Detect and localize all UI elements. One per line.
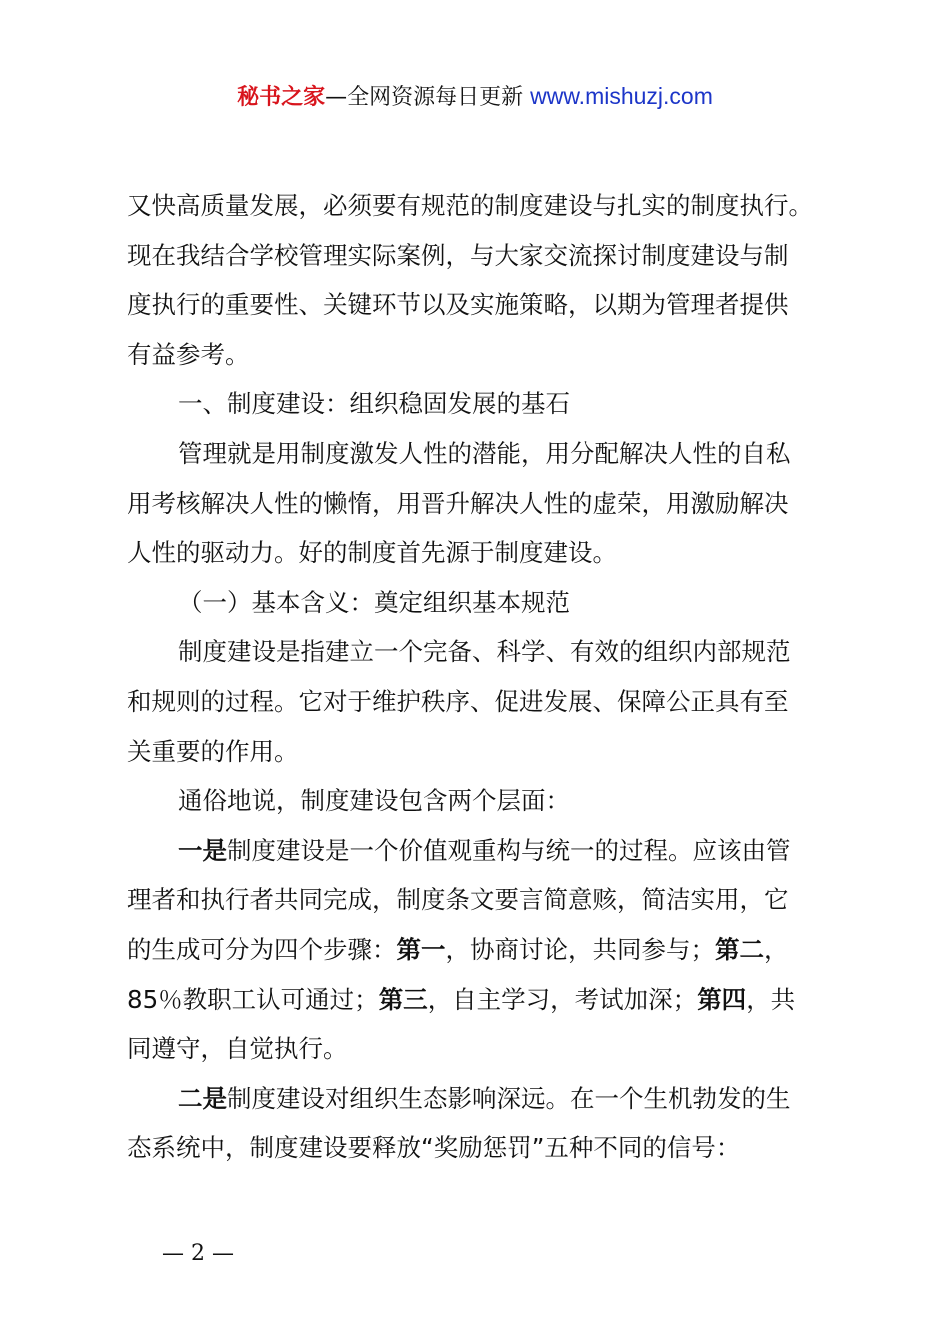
text-run: 制度建设对组织生态影响深远。在一个生机勃发的生 (227, 1083, 791, 1113)
paragraph-line: 管理就是用制度激发人性的潜能，用分配解决人性的自私 (178, 438, 791, 468)
bold-lead: 一是 (178, 835, 227, 865)
document-body (127, 181, 839, 1173)
paragraph-line: 用考核解决人性的懒惰，用晋升解决人性的虚荣，用激励解决 (127, 488, 789, 518)
paragraph-line (127, 1074, 839, 1124)
paragraph-line: 通俗地说，制度建设包含两个层面： (178, 786, 570, 816)
paragraph-line (127, 975, 839, 1025)
section-heading-1: 一、制度建设：组织稳固发展的基石 (178, 389, 570, 419)
paragraph-line: 度执行的重要性、关键环节以及实施策略，以期为管理者提供 (127, 290, 789, 320)
bold-step: 第四 (697, 984, 747, 1014)
text-run: ，自主学习，考试加深； (427, 984, 698, 1014)
bold-step: 第二 (715, 934, 764, 964)
text-run: ，共 (746, 984, 796, 1014)
paragraph-line: 和规则的过程。它对于维护秩序、促进发展、保障公正具有至 (127, 686, 789, 716)
text-run: 的生成可分为四个步骤： (127, 934, 397, 964)
paragraph-line: 态系统中，制度建设要释放“奖励惩罚”五种不同的信号： (127, 1133, 741, 1163)
subsection-heading-1: （一）基本含义：奠定组织基本规范 (178, 587, 570, 617)
bold-step: 第一 (396, 934, 446, 964)
paragraph-line: 理者和执行者共同完成，制度条文要言简意赅，简洁实用，它 (127, 885, 789, 915)
bold-step: 第三 (378, 984, 428, 1014)
paragraph-line: 人性的驱动力。好的制度首先源于制度建设。 (127, 538, 617, 568)
brand-name: 秘书之家 (237, 85, 326, 110)
paragraph-line: 同遵守，自觉执行。 (127, 1034, 348, 1064)
bold-lead: 二是 (178, 1083, 227, 1113)
site-url-link[interactable]: www.mishuzj.com (530, 83, 713, 109)
text-run: ， (764, 934, 789, 964)
paragraph-line (127, 925, 839, 975)
header-tagline: —全网资源每日更新 (325, 85, 531, 110)
text-run: 制度建设是一个价值观重构与统一的过程。应该由管 (227, 835, 791, 865)
paragraph-line: 又快高质量发展，必须要有规范的制度建设与扎实的制度执行。 (127, 191, 813, 220)
site-header (0, 80, 950, 114)
paragraph-line: 有益参考。 (127, 339, 250, 369)
paragraph-line: 现在我结合学校管理实际案例，与大家交流探讨制度建设与制 (127, 240, 789, 270)
paragraph-line (127, 826, 839, 876)
page-number: — 2 — (162, 1241, 234, 1266)
text-run: 85％教职工认可通过； (127, 984, 379, 1014)
text-run: ，协商讨论，共同参与； (445, 934, 715, 964)
paragraph-line: 关重要的作用。 (127, 736, 299, 766)
paragraph-line: 制度建设是指建立一个完备、科学、有效的组织内部规范 (178, 637, 791, 667)
